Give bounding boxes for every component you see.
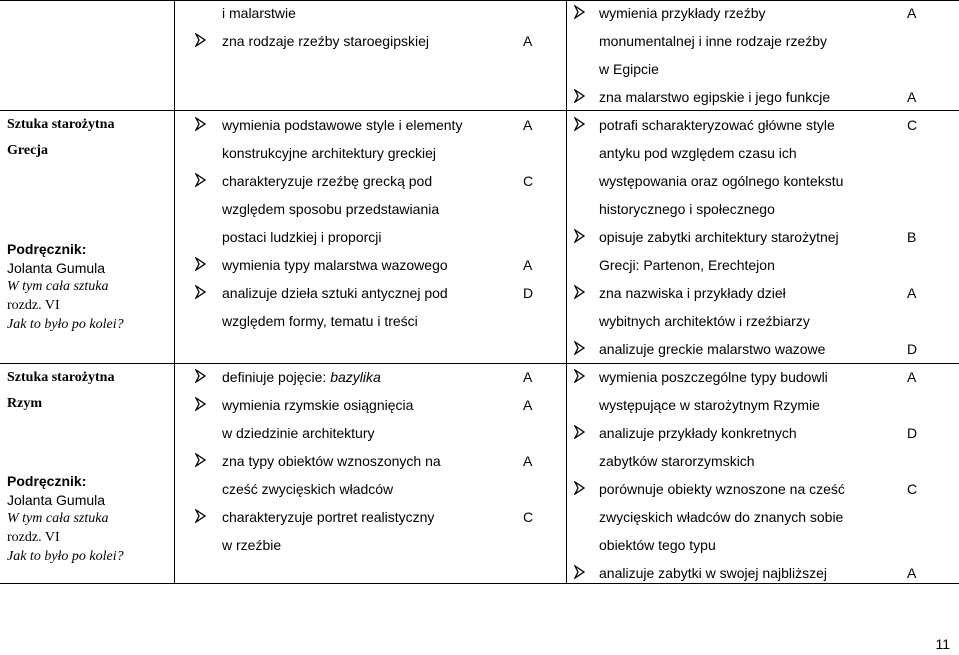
requirement-text: i malarstwie: [222, 5, 296, 21]
grade-label: A: [907, 565, 917, 581]
grade-label: A: [523, 33, 533, 49]
textbook-label: Podręcznik:: [7, 473, 87, 489]
grade-label: A: [523, 117, 533, 133]
grade-label: C: [523, 173, 534, 189]
requirement-text: zna malarstwo egipskie i jego funkcje: [599, 89, 831, 105]
textbook-author: Jolanta Gumula: [7, 260, 106, 276]
requirement-text: występujące w starożytnym Rzymie: [599, 397, 820, 413]
requirement-text: zna nazwiska i przykłady dzieł: [599, 285, 786, 301]
bullet-arrow-icon: [574, 117, 585, 131]
requirement-text: charakteryzuje portret realistyczny: [222, 509, 435, 525]
requirement-text: cześć zwycięskich władców: [222, 481, 394, 497]
textbook-chapter: Jak to było po kolei?: [7, 549, 124, 564]
bullet-arrow-icon: [574, 229, 585, 243]
requirement-text: w dziedzinie architektury: [222, 425, 375, 441]
requirement-text: historycznego i społecznego: [599, 201, 775, 217]
bullet-arrow-icon: [195, 173, 206, 187]
requirement-text: wymienia podstawowe style i elementy: [222, 117, 463, 133]
requirement-text: porównuje obiekty wznoszone na cześć: [599, 481, 845, 497]
grade-label: C: [907, 481, 918, 497]
grade-label: C: [907, 117, 918, 133]
requirement-text: zna typy obiektów wznoszonych na: [222, 453, 441, 469]
requirement-text: analizuje zabytki w swojej najbliższej: [599, 565, 827, 581]
requirement-text: [222, 369, 381, 385]
bullet-arrow-icon: [574, 341, 585, 355]
textbook-title: W tym cała sztuka: [7, 511, 109, 526]
requirement-text: monumentalnej i inne rodzaje rzeźby: [599, 33, 828, 49]
bullet-arrow-icon: [195, 257, 206, 271]
definition-term: bazylika: [330, 369, 381, 385]
grade-label: A: [907, 285, 917, 301]
bullet-arrow-icon: [574, 5, 585, 19]
grade-label: A: [523, 257, 533, 273]
textbook-author: Jolanta Gumula: [7, 492, 106, 508]
col-divider-2: [566, 0, 567, 584]
requirement-text: charakteryzuje rzeźbę grecką pod: [222, 173, 433, 189]
bullet-arrow-icon: [574, 425, 585, 439]
bullet-arrow-icon: [574, 369, 585, 383]
requirement-text: wymienia typy malarstwa wazowego: [222, 257, 448, 273]
section-subtitle: Rzym: [7, 396, 42, 411]
grade-label: A: [523, 369, 533, 385]
requirement-text: opisuje zabytki architektury starożytnej: [599, 229, 839, 245]
page-number: 11: [935, 636, 950, 652]
grade-label: A: [907, 5, 917, 21]
requirement-text: potrafi scharakteryzować główne style: [599, 117, 835, 133]
section-title: Sztuka starożytna: [7, 117, 115, 132]
requirement-text: wymienia przykłady rzeźby: [599, 5, 766, 21]
grade-label: D: [523, 285, 534, 301]
requirement-text: obiektów tego typu: [599, 537, 716, 553]
bullet-arrow-icon: [195, 397, 206, 411]
requirement-text: Grecji: Partenon, Erechtejon: [599, 257, 775, 273]
definition-prefix: definiuje pojęcie:: [222, 369, 331, 385]
section-subtitle: Grecja: [7, 143, 48, 158]
requirement-text: wybitnych architektów i rzeźbiarzy: [599, 313, 810, 329]
requirement-text: w rzeźbie: [222, 537, 282, 553]
requirement-text: zabytków starorzymskich: [599, 453, 755, 469]
requirement-text: analizuje greckie malarstwo wazowe: [599, 341, 826, 357]
table-bottom-border: [0, 583, 959, 584]
requirement-text: wymienia rzymskie osiągnięcia: [222, 397, 414, 413]
requirement-text: zwycięskich władców do znanych sobie: [599, 509, 844, 525]
grade-label: A: [907, 369, 917, 385]
bullet-arrow-icon: [574, 89, 585, 103]
requirement-text: względem sposobu przedstawiania: [222, 201, 440, 217]
requirement-text: względem formy, tematu i treści: [222, 313, 418, 329]
bullet-arrow-icon: [195, 369, 206, 383]
grade-label: A: [907, 89, 917, 105]
row-separator-1: [0, 110, 959, 111]
requirement-text: wymienia poszczególne typy budowli: [599, 369, 828, 385]
grade-label: C: [523, 509, 534, 525]
requirement-text: analizuje przykłady konkretnych: [599, 425, 797, 441]
textbook-part: rozdz. VI: [7, 298, 60, 313]
requirement-text: konstrukcyjne architektury greckiej: [222, 145, 436, 161]
requirement-text: występowania oraz ogólnego kontekstu: [599, 173, 844, 189]
requirement-text: analizuje dzieła sztuki antycznej pod: [222, 285, 448, 301]
bullet-arrow-icon: [574, 285, 585, 299]
bullet-arrow-icon: [195, 117, 206, 131]
textbook-part: rozdz. VI: [7, 530, 60, 545]
row-separator-2: [0, 363, 959, 364]
bullet-arrow-icon: [195, 33, 206, 47]
grade-label: D: [907, 341, 918, 357]
textbook-label: Podręcznik:: [7, 241, 87, 257]
requirement-text: antyku pod względem czasu ich: [599, 145, 797, 161]
requirement-text: w Egipcie: [599, 61, 659, 77]
grade-label: A: [523, 397, 533, 413]
bullet-arrow-icon: [195, 285, 206, 299]
grade-label: B: [907, 229, 917, 245]
bullet-arrow-icon: [195, 509, 206, 523]
grade-label: D: [907, 425, 918, 441]
table-top-border: [0, 0, 959, 1]
section-title: Sztuka starożytna: [7, 370, 115, 385]
textbook-title: W tym cała sztuka: [7, 279, 109, 294]
bullet-arrow-icon: [195, 453, 206, 467]
col-divider-1: [174, 0, 175, 584]
bullet-arrow-icon: [574, 565, 585, 579]
requirement-text: postaci ludzkiej i proporcji: [222, 229, 382, 245]
textbook-chapter: Jak to było po kolei?: [7, 317, 124, 332]
grade-label: A: [523, 453, 533, 469]
bullet-arrow-icon: [574, 481, 585, 495]
requirement-text: zna rodzaje rzeźby staroegipskiej: [222, 33, 429, 49]
